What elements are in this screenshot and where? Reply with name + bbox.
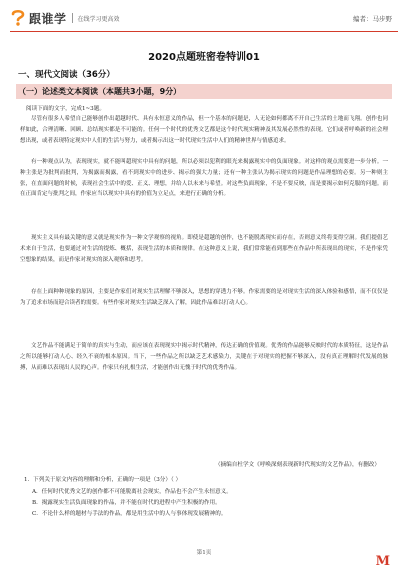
answer-option-c[interactable]: C．不论什么样的题材与手法的作品，都是用生活中的人与事体现发展精神的。 <box>32 511 227 517</box>
passage-paragraph: 现实主义具有最关键的意义就是现实作为一种文学观察的视角。即使是超越的创作，也不能脱离现实而存在，否则意义终将变得空洞。我们提倡艺术来自于生活，也要通过对生活的提炼、概括，表现生活的本质和规律。在这种意义上说，我们常常能看到那些在作品中所表现出的现实，不是作家凭空想象的结果，而是作家对现实的深入观察和思考。 <box>20 235 388 263</box>
reading-passage <box>20 114 388 427</box>
passage-source: （摘编自杜学文《呼唤深刻表现新时代现实的文艺作品》，有删改） <box>214 462 380 468</box>
brand-logo <box>10 9 120 27</box>
question-stem: 1．下列关于原文内容的理解和分析，正确的一项是（3分）（ ） <box>24 477 182 483</box>
brand-slogan: 在线学习更高效 <box>77 15 120 23</box>
reading-instruction: 阅读下面的文字，完成1~3题。 <box>26 106 105 112</box>
corner-mark: M <box>375 554 390 569</box>
editor-credit: 编者：马步野 <box>353 15 392 23</box>
page-header <box>0 0 408 36</box>
page-number: 第1页 <box>196 550 212 556</box>
answer-option-a[interactable]: A．任何时代优秀文艺的创作都不可能脱离社会现实，作品也不会产生永恒意义。 <box>32 489 232 495</box>
passage-paragraph: 尽管有很多人希望自己能够创作出超越时代、具有永恒意义的作品，但一个基本的问题是，人无论如何都离不开自己生活的土地而飞翔。创作也同样如此，合理清晰、回顾、总结现实都是不可能的。任何一个时代的优秀文艺都是这个时代现实精神及其发展必然性的表现。它们或者呼唤新的社会理想出现，或者表现特定现实中人们的生活与努力，或者揭示出这一时代现实生活中人们的精神世界与情感追求。 <box>20 116 388 144</box>
passage-paragraph: 存在上面种种现象的原因，主要是作家们对现实生活理解不够深入，思想的穿透力不够。作家需要的是对现实生活的深入体验和感悟，而不仅仅是为了追求市场而迎合读者的需要。有些作家对现实生活缺乏深入了解，因此作品难以打动人心。 <box>20 289 388 306</box>
header-divider <box>10 31 398 32</box>
document-title: 2020点题班密卷特训01 <box>148 52 260 63</box>
passage-paragraph: 文艺作品不能满足于简单的真实与生动，而应该在表现现实中揭示时代精神，传达正确的价值观。优秀的作品能够反映时代的本质特征，这是作品之所以能够打动人心、经久不衰的根本原因。当下，一些作品之所以缺乏艺术感染力，关键在于对现实的把握不够深入，没有真正理解时代发展的脉搏，从而难以表现出人民的心声。作家只有扎根生活，才能创作出无愧于时代的优秀作品。 <box>20 343 388 371</box>
brand-name: 跟谁学 <box>29 11 67 26</box>
section-heading: 一、现代文阅读（36分） <box>18 70 115 80</box>
answer-option-b[interactable]: B．揭露现实生活负面现象的作品，并不能在时代的进程中产生积极的作用。 <box>32 500 221 506</box>
question-mark-logo-icon <box>10 9 26 27</box>
passage-paragraph: 有一种观点认为，表现现实，就不能叫超现实中具有的问题，所以必须以犯利的眼光来揭露现实中的负面现象。对这样的观点需要进一步分析。一种主张是为批判而批判，为揭露而揭露，看不到现实中的进步、揭示的强大力量；还有一种主张认为揭示现实的问题是作品理想的必要。另一种则主张，在直面问题的时候，表现社会生活中的爱、正义、理想，并给人以未来与希望。对这些负面现象，不是不要反映，而是要揭示如何克服的问题。而在正面肯定与批判之间，作家应当以现实中具有的价值为立足点，来进行正确的分析。 <box>20 159 388 198</box>
logo-divider <box>72 13 73 23</box>
subsection-heading: （一）论述类文本阅读（本题共3小题，9分） <box>18 87 182 96</box>
